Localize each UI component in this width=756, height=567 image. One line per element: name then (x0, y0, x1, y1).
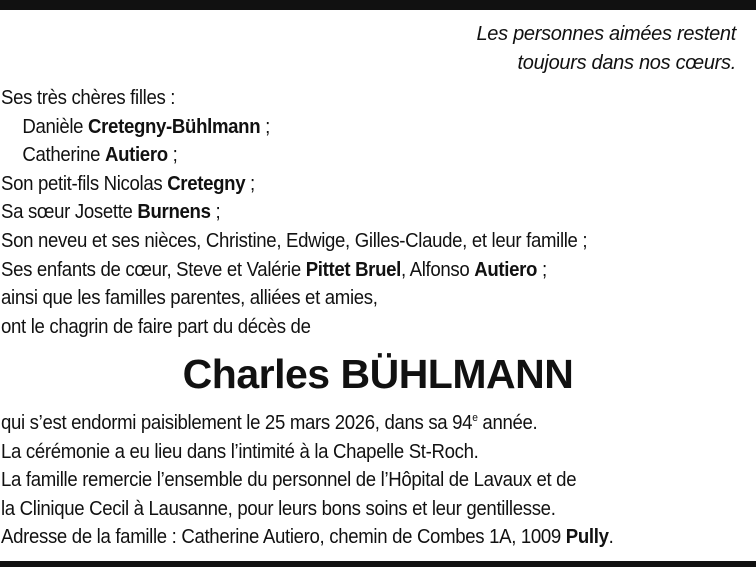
separator: ; (245, 172, 255, 195)
separator: ; (167, 144, 178, 167)
grandson-entry (1, 170, 587, 199)
address-text: Adresse de la famille : Catherine Autiero, chemin de Combes 1A, 1009 (1, 526, 566, 549)
thanks-line: la Clinique Cecil à Lausanne, pour leurs bons soins et leur gentillesse. (1, 497, 556, 520)
announcement (1, 409, 613, 552)
separator: ; (537, 258, 547, 281)
deceased-name: Charles BÜHLMANN (182, 351, 574, 397)
epigraph-line: toujours dans nos cœurs. (517, 52, 736, 74)
death-text-end: année. (477, 412, 538, 434)
top-rule (0, 0, 756, 10)
sorrow-line: ont le chagrin de faire part du décès de (1, 315, 311, 338)
death-line (1, 409, 613, 438)
sister-entry (1, 198, 587, 227)
separator: ; (210, 201, 221, 224)
first-name: Danièle (22, 115, 89, 138)
epigraph (476, 20, 736, 78)
ceremony-line: La cérémonie a eu lieu dans l’intimité à la Chapelle St-Roch. (1, 440, 479, 463)
address-city: Pully (565, 526, 609, 549)
address-line (1, 523, 613, 552)
family-list (1, 84, 587, 341)
surname: Autiero (104, 144, 168, 167)
ordinal-suffix: e (472, 412, 478, 424)
surname: Pittet Bruel (305, 258, 402, 281)
thanks-line: La famille remercie l’ensemble du personnel de l’Hôpital de Lavaux et de (1, 469, 577, 492)
relatives-line: ainsi que les familles parentes, alliées et amies, (1, 287, 378, 310)
surname: Cretegny-Bühlmann (88, 115, 261, 138)
daughter-entry (1, 113, 587, 142)
middle-text: , Alfonso (401, 258, 475, 281)
nephews-entry: Son neveu et ses nièces, Christine, Edwige, Gilles-Claude, et leur famille ; (1, 229, 588, 252)
first-name: Sa sœur Josette (1, 201, 138, 224)
heart-children-entry (1, 256, 587, 285)
bottom-rule (0, 561, 756, 567)
separator: ; (260, 115, 270, 138)
first-name: Catherine (22, 144, 105, 167)
surname: Burnens (137, 201, 211, 224)
first-name: Son petit-fils Nicolas (1, 172, 168, 195)
intro-text: Ses enfants de cœur, Steve et Valérie (1, 258, 306, 281)
address-end: . (608, 526, 614, 549)
epigraph-line: Les personnes aimées restent (476, 23, 736, 45)
daughters-intro: Ses très chères filles : (1, 87, 176, 109)
surname: Autiero (474, 258, 538, 281)
daughter-entry (1, 141, 587, 170)
death-text: qui s’est endormi paisiblement le 25 mars 2026, dans sa 94 (1, 412, 473, 434)
surname: Cretegny (167, 172, 246, 195)
